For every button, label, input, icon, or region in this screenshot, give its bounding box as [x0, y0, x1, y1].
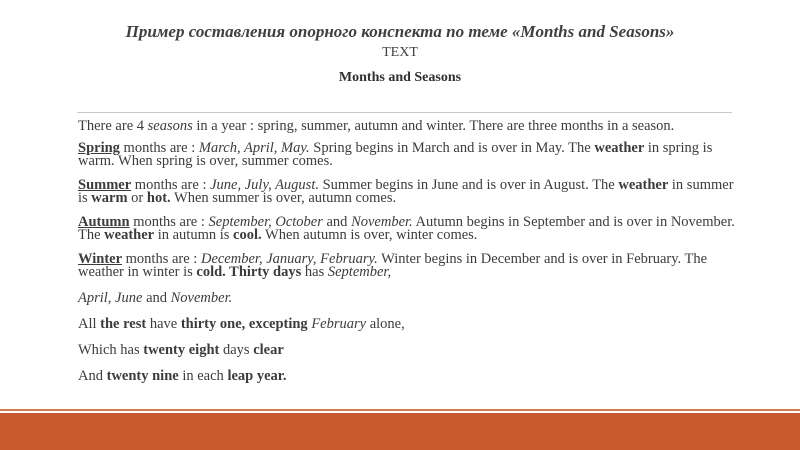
spring-months: March, April, May.	[198, 140, 310, 156]
text-body	[78, 120, 738, 394]
summer-label: Summer	[78, 177, 132, 193]
poem-line-2: All the rest have thirty one, excepting February alone,	[78, 316, 405, 332]
spring-label: Spring	[78, 140, 120, 156]
autumn-label: Autumn	[78, 214, 130, 230]
divider-line	[77, 112, 732, 113]
spring-paragraph: Spring months are : March, April, May. Spring begins in March and is over in May. The weather in spring is warm. When spring is over, summer comes.	[78, 140, 713, 169]
footer-band	[0, 413, 800, 450]
intro-paragraph: There are 4 seasons in a year : spring, summer, autumn and winter. There are three months in a season.	[78, 118, 675, 134]
winter-paragraph: Winter months are : December, January, February. Winter begins in December and is over in February. The weather in winter is cold. Thirty days has September,	[78, 251, 708, 280]
slide-title: Пример составления опорного конспекта по теме «Months and Seasons»	[125, 22, 675, 41]
footer-accent-line	[0, 409, 800, 411]
winter-months: December, January, February.	[200, 251, 378, 267]
winter-label: Winter	[78, 251, 123, 267]
poem-line-4: And twenty nine in each leap year.	[78, 368, 287, 384]
poem-line-3: Which has twenty eight days clear	[78, 342, 284, 358]
summer-months: June, July, August.	[210, 177, 319, 193]
slide-subtitle: TEXT	[382, 45, 418, 60]
poem-line-1: April, June and November.	[78, 290, 233, 306]
text-heading: Months and Seasons	[338, 70, 462, 85]
summer-paragraph: Summer months are : June, July, August. Summer begins in June and is over in August. The weather in summer is warm or hot. When summer is over, autumn comes.	[78, 177, 734, 206]
autumn-paragraph: Autumn months are : September, October and November. Autumn begins in September and is over in November. The weather in autumn is cool. When autumn is over, winter comes.	[78, 214, 735, 243]
